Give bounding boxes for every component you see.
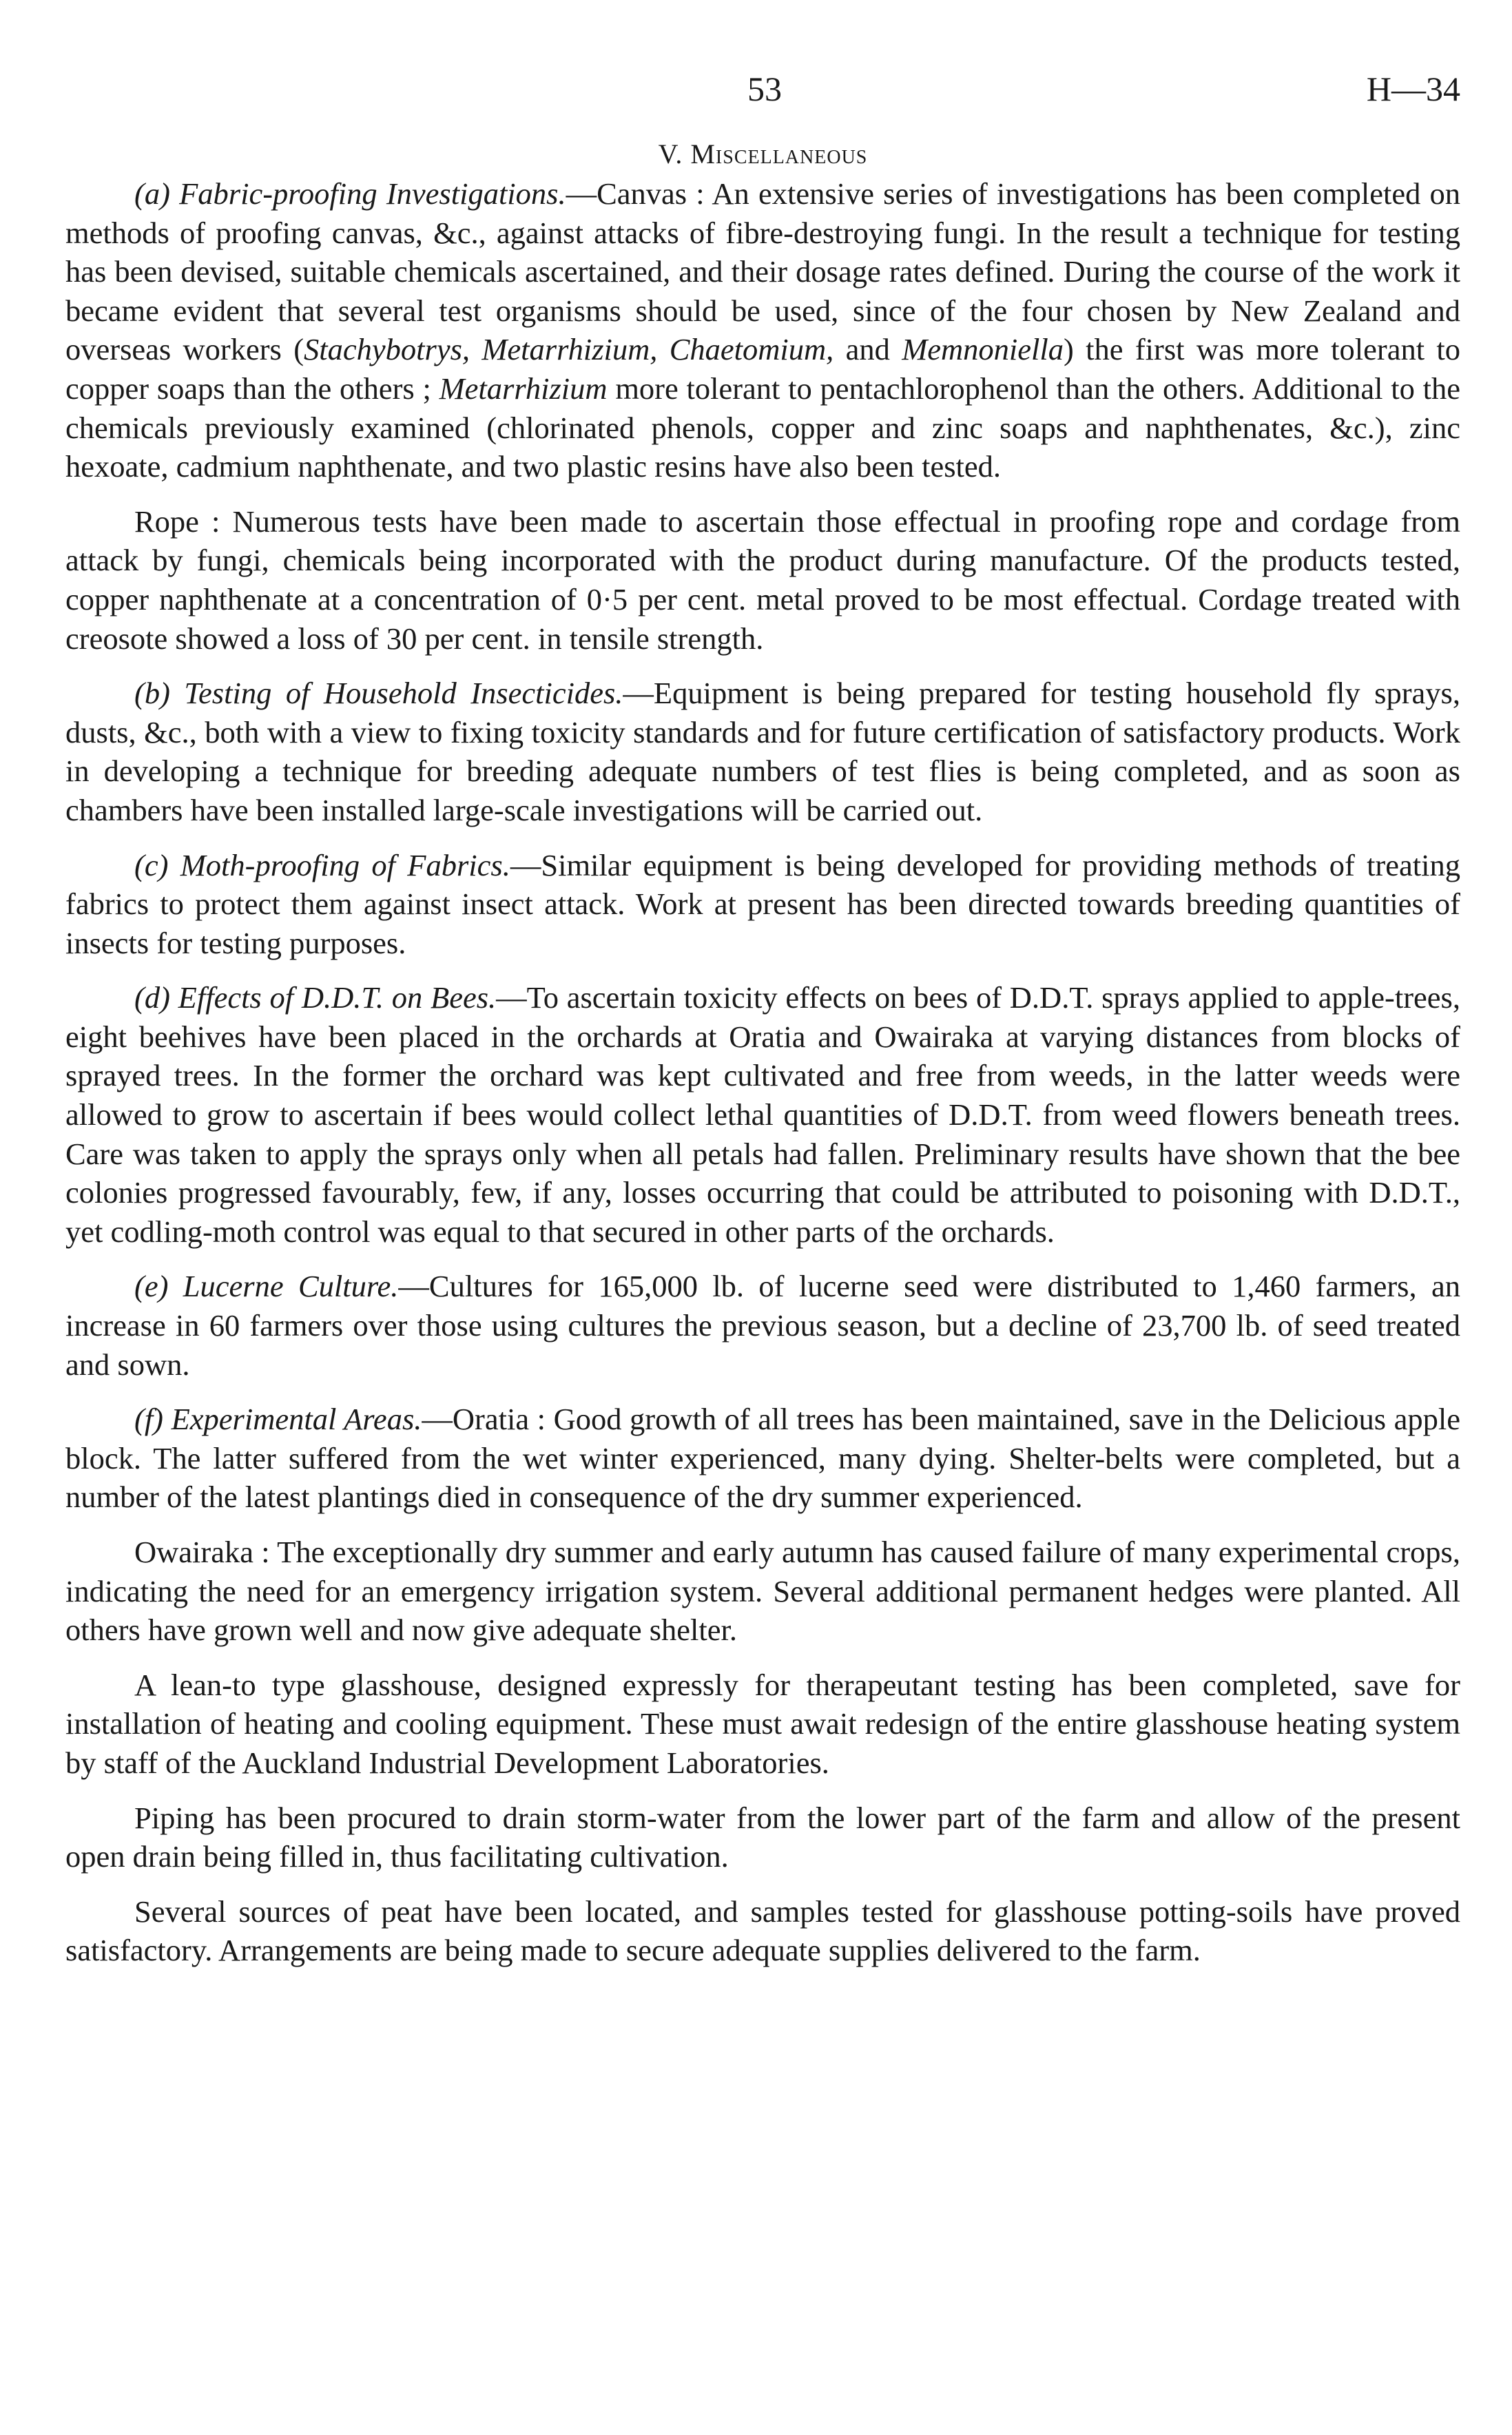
paragraph-household-insecticides bbox=[65, 674, 1460, 829]
paragraph-title: Testing of Household Insecticides. bbox=[184, 676, 623, 711]
paragraph-text: —To ascertain toxicity effects on bees of D.D.T. sprays applied to apple-trees, eight beehives have been placed in the orchards at Oratia and Owairaka at varying distances from blocks of sprayed trees. In the former the orchard was kept cultivated and free from weeds, in the latter weeds were allowed to grow to ascertain if bees would collect lethal quantities of D.D.T. from weed flowers beneath trees. Care was taken to apply the sprays only when all petals had fallen. Preliminary results have shown that the bee colonies progressed favourably, few, if any, losses occurring that could be attributed to poisoning with D.D.T., yet codling-moth control was equal to that secured in other parts of the orchards. bbox=[65, 980, 1460, 1249]
paragraph-text: —Similar equipment is being developed for providing methods of treating fabrics to protect them against insect attack. Work at present has been directed towards breeding quantities of insects for testing purposes. bbox=[65, 847, 1460, 960]
page-body bbox=[65, 138, 1460, 1986]
organism-name: Memnoniella bbox=[902, 332, 1064, 367]
paragraph-text: —Canvas : An extensive series of investigations has been completed on methods of proofing canvas, &c., against attacks of fibre-destroying fungi. In the result a technique for testing has been devised, suitable chemicals ascertained, and their dosage rates defined. During the course of the work it became evident that several test organisms should be used, since of the four chosen by New Zealand and overseas workers ( bbox=[65, 176, 1460, 367]
organism-names: Stachybotrys, Metarrhizium, Chaetomium, bbox=[304, 332, 834, 367]
section-title: Miscellaneous bbox=[690, 138, 868, 169]
paragraph-text: —Cultures for 165,000 lb. of lucerne seed were distributed to 1,460 farmers, an increase in 60 farmers over those using cultures the previous season, but a decline of 23,700 lb. of seed treated and sown. bbox=[65, 1269, 1460, 1382]
paragraph-peat: Several sources of peat have been located, and samples tested for glasshouse potting-soils have proved satisfactory. Arrangements are being made to secure adequate supplies delivered to the farm. bbox=[65, 1894, 1460, 1968]
section-numeral: V. bbox=[658, 138, 683, 169]
paragraph-lucerne-culture bbox=[65, 1267, 1460, 1384]
section-heading bbox=[65, 138, 1460, 170]
paragraph-fabric-proofing bbox=[65, 174, 1460, 486]
organism-name: Metarrhizium bbox=[439, 371, 608, 406]
paragraph-title: Effects of D.D.T. on Bees. bbox=[178, 980, 497, 1015]
paragraph-label: (b) bbox=[134, 676, 170, 711]
paragraph-label: (e) bbox=[134, 1269, 169, 1304]
paragraph-label: (d) bbox=[134, 980, 170, 1015]
paragraph-owairaka: Owairaka : The exceptionally dry summer and early autumn has caused failure of many experimental crops, indicating the need for an emergency irrigation system. Several additional permanent hedges were planted. All others have grown well and now give adequate shelter. bbox=[65, 1535, 1460, 1648]
paragraph-title: Fabric-proofing Investigations. bbox=[179, 176, 566, 211]
paragraph-text: and bbox=[833, 332, 902, 367]
paragraph-moth-proofing bbox=[65, 846, 1460, 963]
paragraph-label: (f) bbox=[134, 1402, 164, 1437]
paragraph-title: Experimental Areas. bbox=[171, 1402, 422, 1437]
paragraph-text: —Oratia : Good growth of all trees has been maintained, save in the Delicious apple block. The latter suffered from the wet winter experienced, many dying. Shelter-belts were completed, but a number of the latest plantings died in consequence of the dry summer experienced. bbox=[65, 1402, 1461, 1515]
paragraph-ddt-bees bbox=[65, 978, 1460, 1251]
paragraph-label: (a) bbox=[134, 176, 170, 211]
document-reference: H—34 bbox=[1366, 70, 1460, 108]
paragraph-text: more tolerant to pentachlorophenol than the others. Additional to the chemicals previously examined (chlorinated phenols, copper and zinc soaps and naphthenates, &c.), zinc hexoate, cadmium naphthenate, and two plastic resins have also been tested. bbox=[65, 371, 1460, 484]
paragraph-rope: Rope : Numerous tests have been made to ascertain those effectual in proofing rope and cordage from attack by fungi, chemicals being incorporated with the product during manufacture. Of the products tested, copper naphthenate at a concentration of 0·5 per cent. metal proved to be most effectual. Cordage treated with creosote showed a loss of 30 per cent. in tensile strength. bbox=[65, 504, 1460, 656]
paragraph-title: Lucerne Culture. bbox=[183, 1269, 399, 1304]
paragraph-text: ) the first was more tolerant to copper soaps than the others ; bbox=[65, 332, 1461, 406]
paragraph-title: Moth-proofing of Fabrics. bbox=[180, 847, 510, 882]
paragraph-experimental-areas bbox=[65, 1400, 1460, 1517]
page-number: 53 bbox=[747, 70, 782, 108]
paragraph-piping: Piping has been procured to drain storm-water from the lower part of the farm and allow of the present open drain being filled in, thus facilitating cultivation. bbox=[65, 1800, 1460, 1874]
paragraph-glasshouse: A lean-to type glasshouse, designed expressly for therapeutant testing has been completed, save for installation of heating and cooling equipment. These must await redesign of the entire glasshouse heating system by staff of the Auckland Industrial Development Laboratories. bbox=[65, 1667, 1460, 1780]
paragraph-label: (c) bbox=[134, 847, 169, 882]
paragraph-text: —Equipment is being prepared for testing household fly sprays, dusts, &c., both with a view to fixing toxicity standards and for future certification of satisfactory products. Work in developing a technique for breeding adequate numbers of test flies is being completed, and as soon as chambers have been installed large-scale investigations will be carried out. bbox=[65, 676, 1460, 827]
